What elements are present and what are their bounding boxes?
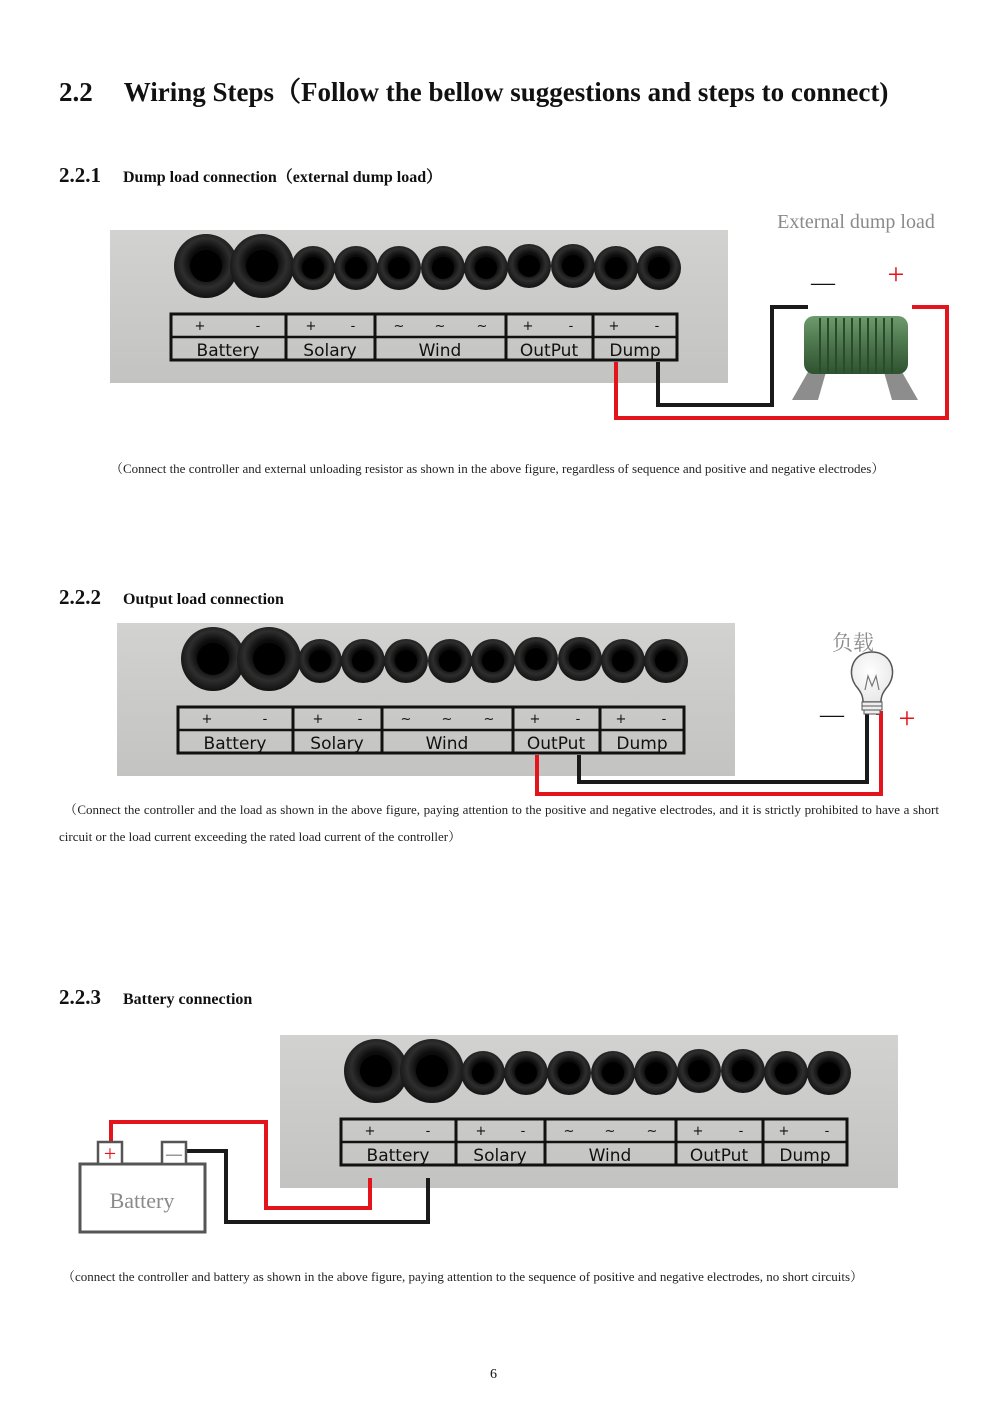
dump-load-label: External dump load [777, 211, 935, 233]
terminal-sign: + [305, 319, 317, 334]
terminal-sign: + [364, 1124, 376, 1139]
terminal-sign: - [255, 319, 261, 334]
plus-sign: + [898, 702, 916, 735]
terminal-sign: + [692, 1124, 704, 1139]
battery-label: Battery [109, 1188, 175, 1213]
terminal-sign: - [357, 712, 363, 727]
terminal-sign: + [312, 712, 324, 727]
section-number: 2.2 [59, 77, 93, 107]
battery-icon [80, 1141, 205, 1232]
terminal-sign: - [262, 712, 268, 727]
panel-battery-diagram [80, 1035, 898, 1232]
subsection-title: Dump load connection（external dump load） [123, 169, 443, 186]
terminal-sign: + [201, 712, 213, 727]
battery-plus-sign: + [103, 1141, 117, 1166]
terminal-sign: + [778, 1124, 790, 1139]
plus-sign: + [887, 258, 905, 291]
terminal-sign: ~ [434, 319, 446, 334]
caption-battery: （connect the controller and battery as shown in the above figure, paying attention to the sequence of positive and negative electrodes, no short circuits） [62, 1269, 864, 1284]
terminal-sign: + [529, 712, 541, 727]
section-title: Wiring Steps（Follow the bellow suggestions and steps to connect) [123, 77, 889, 107]
terminal-sign: - [520, 1124, 526, 1139]
terminal-sign: + [608, 319, 620, 334]
terminal-sign: ~ [393, 319, 405, 334]
terminal-label-wind: Wind [425, 734, 469, 754]
terminal-sign: - [350, 319, 356, 334]
terminal-sign: ~ [563, 1124, 575, 1139]
terminal-sign: + [615, 712, 627, 727]
terminal-sign: + [522, 319, 534, 334]
terminal-label-solary: Solary [303, 341, 357, 361]
terminal-sign: + [475, 1124, 487, 1139]
page-number: 6 [490, 1367, 497, 1382]
terminal-sign: - [425, 1124, 431, 1139]
minus-sign: — [820, 702, 844, 728]
subsection-title: Battery connection [123, 991, 253, 1008]
terminal-label-battery: Battery [196, 341, 260, 361]
caption-output: （Connect the controller and the load as shown in the above figure, paying attention to the positive and negative electrodes, and it is strictly prohibited to have a short circuit or the load current exceeding the rated load current of the controller） [59, 802, 939, 844]
terminal-sign: ~ [441, 712, 453, 727]
terminal-label-output: OutPut [526, 734, 586, 754]
subsection-title: Output load connection [123, 591, 284, 608]
terminal-sign: - [568, 319, 574, 334]
caption-dump: （Connect the controller and external unloading resistor as shown in the above figure, regardless of sequence and positive and negative electrodes） [110, 461, 885, 476]
terminal-label-dump: Dump [609, 341, 661, 361]
terminal-sign: ~ [400, 712, 412, 727]
terminal-sign: - [661, 712, 667, 727]
terminal-label-wind: Wind [418, 341, 462, 361]
terminal-sign: ~ [604, 1124, 616, 1139]
terminal-label-output: OutPut [519, 341, 579, 361]
light-bulb-icon [851, 652, 892, 714]
terminal-label-output: OutPut [689, 1146, 749, 1166]
terminal-label-battery: Battery [366, 1146, 430, 1166]
panel-output-diagram [117, 623, 915, 794]
terminal-label-solary: Solary [473, 1146, 527, 1166]
terminal-label-dump: Dump [779, 1146, 831, 1166]
terminal-label-solary: Solary [310, 734, 364, 754]
terminal-sign: - [824, 1124, 830, 1139]
load-label: 负载 [832, 631, 874, 655]
subsection-number: 2.2.2 [59, 585, 101, 609]
terminal-sign: ~ [483, 712, 495, 727]
subsection-number: 2.2.3 [59, 985, 101, 1009]
minus-sign: — [811, 270, 835, 296]
terminal-sign: + [194, 319, 206, 334]
terminal-sign: - [575, 712, 581, 727]
dump-resistor [792, 316, 918, 400]
terminal-sign: ~ [476, 319, 488, 334]
terminal-label-wind: Wind [588, 1146, 632, 1166]
panel-dump-diagram [110, 211, 947, 418]
terminal-sign: - [738, 1124, 744, 1139]
subsection-number: 2.2.1 [59, 163, 101, 187]
terminal-sign: - [654, 319, 660, 334]
terminal-sign: ~ [646, 1124, 658, 1139]
battery-minus-sign: — [166, 1146, 182, 1163]
terminal-label-battery: Battery [203, 734, 267, 754]
terminal-label-dump: Dump [616, 734, 668, 754]
